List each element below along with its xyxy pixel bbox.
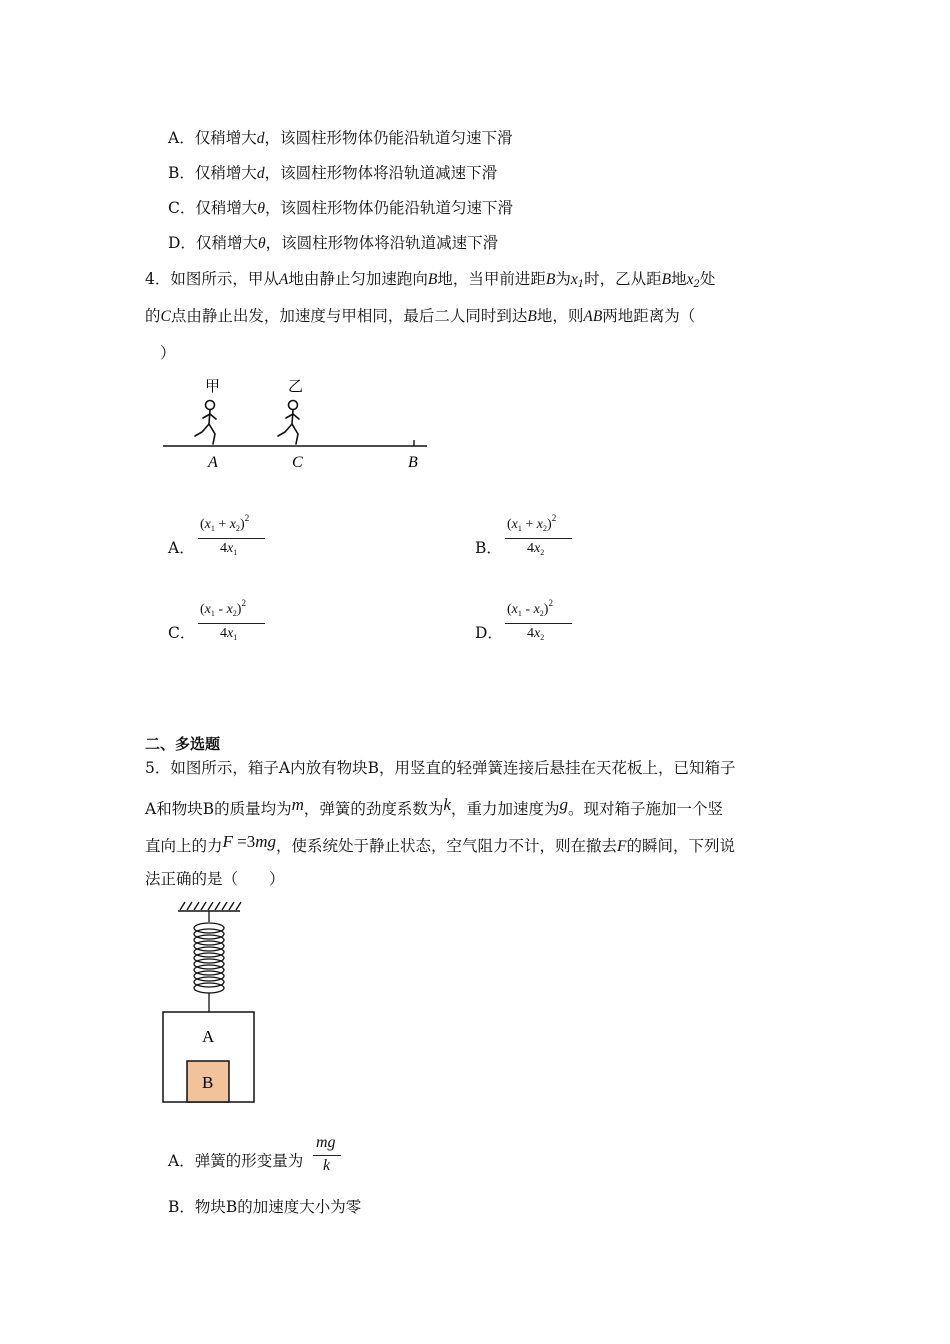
point-b-label: B xyxy=(408,454,418,471)
variable: C xyxy=(160,308,171,325)
variable: x xyxy=(204,602,211,617)
subscript: 1 xyxy=(233,633,238,642)
text: 为 xyxy=(555,270,571,288)
section-heading: 二、多选题 xyxy=(145,735,221,753)
text: 点由静止出发，加速度与甲相同，最后二人同时到达 xyxy=(170,307,528,325)
block-b-label: B xyxy=(202,1073,214,1092)
exponent: 2 xyxy=(551,513,557,523)
coefficient: 4 xyxy=(527,626,534,641)
fraction-denominator: k xyxy=(323,1157,331,1174)
ceiling-icon xyxy=(178,902,241,911)
text: 直向上的力 xyxy=(145,837,223,855)
variable: x xyxy=(534,626,541,641)
paren: ( xyxy=(507,602,512,617)
text: 内放有物块 xyxy=(290,759,368,777)
fraction-denominator xyxy=(527,626,544,642)
variable: x xyxy=(511,517,518,532)
subscript: 1 xyxy=(233,548,238,557)
operator: - xyxy=(214,602,227,617)
subscript: 2 xyxy=(539,609,544,618)
exponent: 2 xyxy=(241,598,246,608)
option-text: ，该圆柱形物体仍能沿轨道匀速下滑 xyxy=(264,129,513,147)
paren: ( xyxy=(200,602,205,617)
option-label: B． xyxy=(168,1198,195,1216)
box-a-label: A xyxy=(202,1027,215,1046)
figure-label-yi: 乙 xyxy=(288,379,304,395)
variable: B xyxy=(545,271,556,288)
variable: B xyxy=(661,271,672,288)
text: ，使系统处于静止状态，空气阻力不计，则在撤去 xyxy=(276,837,618,855)
subscript: 2 xyxy=(543,524,548,533)
fraction-denominator xyxy=(220,626,237,642)
coefficient: 4 xyxy=(527,541,534,556)
variable: x xyxy=(570,271,578,288)
variable: d xyxy=(256,165,265,182)
text: 地由静止匀加速跑向 xyxy=(288,270,428,288)
text: 和物块 xyxy=(156,800,203,818)
text: 如图所示，箱子 xyxy=(170,759,279,777)
variable: B xyxy=(427,271,438,288)
fraction-bar xyxy=(198,538,265,539)
q3-option-c xyxy=(168,197,513,220)
subscript: 1 xyxy=(210,524,215,533)
option-text: 仅稍增大 xyxy=(195,234,258,252)
q4-option-c-label: C． xyxy=(168,624,196,642)
q5-stem-line3 xyxy=(145,831,735,858)
q4-option-c-fraction xyxy=(198,595,268,645)
variable: A xyxy=(278,271,289,288)
q5-stem-line4: 法正确的是（ ） xyxy=(145,870,285,888)
variable: x xyxy=(229,517,237,532)
label: B xyxy=(367,759,379,777)
option-text: ，该圆柱形物体仍能沿轨道匀速下滑 xyxy=(265,199,514,217)
runner-icon xyxy=(278,401,299,445)
option-text: 弹簧的形变量为 xyxy=(194,1152,304,1170)
q4-option-d-label: D． xyxy=(475,624,503,642)
q5-option-b xyxy=(168,1196,361,1218)
variable: F xyxy=(222,832,233,851)
option-text: ，该圆柱形物体将沿轨道减速下滑 xyxy=(265,234,499,252)
equation: =3 xyxy=(232,832,256,851)
subscript: 2 xyxy=(232,609,237,618)
variable: x xyxy=(533,602,540,617)
exponent: 2 xyxy=(548,598,553,608)
q5-option-a xyxy=(168,1150,303,1172)
fraction-numerator xyxy=(507,513,556,533)
option-text: 仅稍增大 xyxy=(194,164,257,182)
text: 处 xyxy=(699,270,716,288)
question-number: 5． xyxy=(145,759,171,777)
text: 的瞬间，下列说 xyxy=(626,837,736,855)
fraction-numerator xyxy=(200,513,249,533)
paren: ( xyxy=(200,517,205,532)
text: ，用竖直的轻弹簧连接后悬挂在天花板上，已知箱子 xyxy=(379,759,736,777)
variable: mg xyxy=(255,832,277,851)
fraction-numerator xyxy=(200,598,246,618)
variable: θ xyxy=(257,200,266,217)
subscript: 1 xyxy=(577,279,585,290)
variable: x xyxy=(204,517,211,532)
q4-stem-line3: ） xyxy=(160,344,176,362)
label: A xyxy=(278,759,291,777)
subscript: 2 xyxy=(540,633,545,642)
subscript: 1 xyxy=(517,609,522,618)
q5-stem-line2 xyxy=(145,794,723,820)
text: 地，当甲前进距 xyxy=(437,270,546,288)
q4-option-b-label: B． xyxy=(475,539,502,557)
point-c-label: C xyxy=(292,454,303,471)
text: 如图所示，甲从 xyxy=(170,270,279,288)
variable: AB xyxy=(583,308,603,325)
q4-option-a-fraction xyxy=(198,510,268,560)
variable: θ xyxy=(257,235,266,252)
text: 时，乙从距 xyxy=(584,270,662,288)
variable: m xyxy=(291,795,304,814)
text: 的质量均为 xyxy=(214,800,292,818)
variable: x xyxy=(536,517,544,532)
variable: B xyxy=(527,308,537,325)
paren: ) xyxy=(543,602,549,617)
variable: g xyxy=(559,795,568,814)
label: A xyxy=(145,800,157,818)
text: 地 xyxy=(671,270,687,288)
exponent: 2 xyxy=(244,513,250,523)
paren: ( xyxy=(507,517,512,532)
paren: ) xyxy=(547,517,552,532)
coefficient: 4 xyxy=(220,541,227,556)
text: ，重力加速度为 xyxy=(450,800,560,818)
operator: + xyxy=(521,517,537,532)
figure-label-jia: 甲 xyxy=(205,379,221,395)
option-label: D． xyxy=(168,234,196,252)
option-label: A． xyxy=(168,129,195,147)
label: B xyxy=(202,800,215,818)
q5-figure xyxy=(158,900,262,1106)
subscript: 2 xyxy=(236,524,241,533)
coefficient: 4 xyxy=(220,626,227,641)
question-number: 4． xyxy=(145,270,171,288)
text: ，弹簧的劲度系数为 xyxy=(303,800,444,818)
q4-figure xyxy=(155,372,445,472)
q3-option-b xyxy=(168,162,497,185)
q5-option-a-fraction xyxy=(313,1134,343,1178)
q4-option-b-fraction xyxy=(505,510,575,560)
fraction-bar xyxy=(198,623,265,624)
q3-option-d xyxy=(168,232,498,255)
q4-stem-line2 xyxy=(145,305,695,328)
q4-option-d-fraction xyxy=(505,595,575,645)
point-a-label: A xyxy=(208,454,218,471)
option-text: 仅稍增大 xyxy=(194,129,257,147)
variable: x xyxy=(686,271,694,288)
option-label: B． xyxy=(168,164,195,182)
subscript: 1 xyxy=(210,609,215,618)
fraction-numerator: mg xyxy=(316,1134,336,1151)
fraction-denominator xyxy=(527,541,544,557)
fraction-bar xyxy=(505,623,572,624)
variable: x xyxy=(227,541,234,556)
paren: ) xyxy=(236,602,242,617)
label: B xyxy=(225,1198,238,1216)
subscript: 2 xyxy=(693,279,700,290)
variable: x xyxy=(511,602,518,617)
variable: F xyxy=(617,838,627,855)
fraction-numerator xyxy=(507,598,553,618)
fraction-bar xyxy=(505,538,572,539)
q4-option-a-label: A． xyxy=(168,539,195,557)
q5-stem-line1 xyxy=(145,757,736,779)
subscript: 1 xyxy=(517,524,522,533)
operator: - xyxy=(521,602,534,617)
variable: x xyxy=(227,626,234,641)
option-label: A． xyxy=(168,1152,195,1170)
paren: ) xyxy=(240,517,245,532)
variable: d xyxy=(256,130,265,147)
q3-option-a xyxy=(168,127,512,150)
option-text: 的加速度大小为零 xyxy=(237,1198,362,1216)
runner-icon xyxy=(195,401,216,445)
subscript: 2 xyxy=(540,548,545,557)
option-text: 仅稍增大 xyxy=(195,199,258,217)
option-text: ，该圆柱形物体将沿轨道减速下滑 xyxy=(264,164,498,182)
q4-stem-line1 xyxy=(145,268,715,296)
text: 。现对箱子施加一个竖 xyxy=(567,800,723,818)
text: 地，则 xyxy=(536,307,584,325)
variable: x xyxy=(534,541,541,556)
fraction-denominator xyxy=(220,541,237,557)
option-text: 物块 xyxy=(194,1198,226,1216)
option-label: C． xyxy=(168,199,196,217)
spring-icon xyxy=(194,911,224,1012)
variable: x xyxy=(226,602,233,617)
variable: k xyxy=(443,795,451,814)
text: 的 xyxy=(145,307,161,325)
operator: + xyxy=(214,517,230,532)
text: 两地距离为（ xyxy=(602,307,696,325)
fraction-bar xyxy=(313,1155,341,1156)
